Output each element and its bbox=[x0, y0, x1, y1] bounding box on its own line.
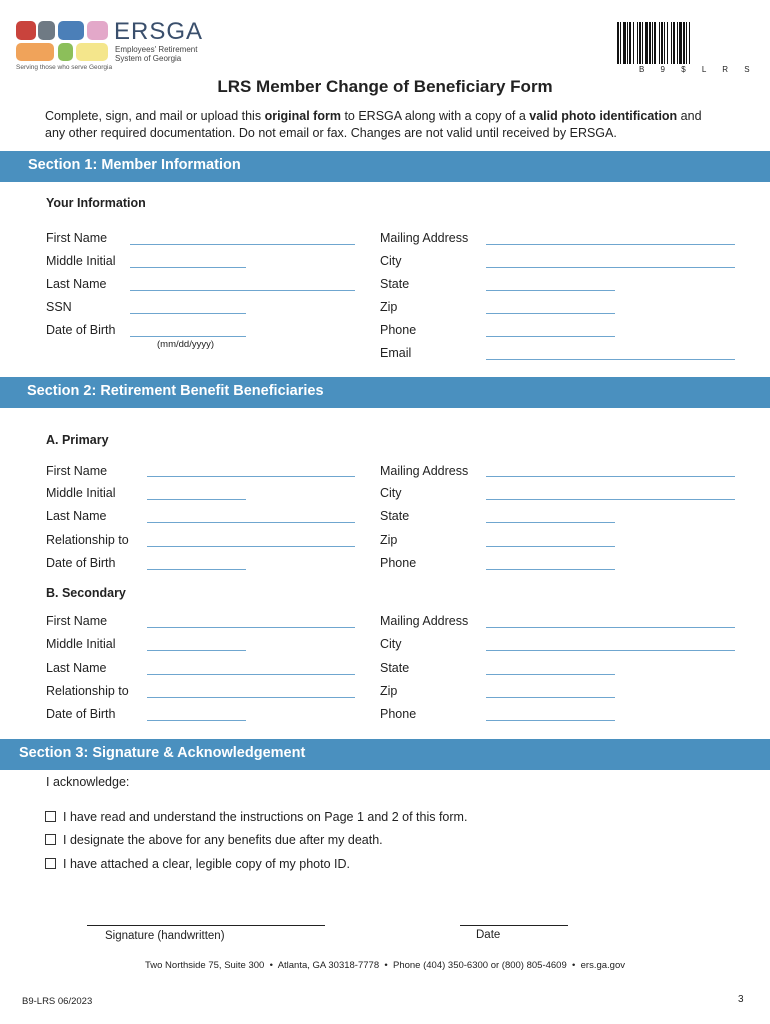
p-relationship-field[interactable] bbox=[147, 546, 355, 547]
barcode bbox=[617, 22, 757, 76]
logo-tagline: Serving those who serve Georgia bbox=[16, 64, 113, 71]
s1-middle-initial-field[interactable] bbox=[130, 267, 246, 268]
page-number: 3 bbox=[738, 994, 744, 1005]
p-phone-label: Phone bbox=[380, 556, 417, 570]
date-line[interactable] bbox=[460, 925, 568, 926]
p-zip-label: Zip bbox=[380, 533, 398, 547]
p-phone-field[interactable] bbox=[486, 569, 615, 570]
barcode-bar bbox=[642, 22, 643, 64]
p-state-label: State bbox=[380, 509, 410, 523]
s-mailing-address-label: Mailing Address bbox=[380, 614, 469, 628]
barcode-bars bbox=[617, 22, 745, 64]
barcode-text: B 9 $ L R S bbox=[639, 65, 757, 74]
acknowledge-intro: I acknowledge: bbox=[46, 775, 130, 789]
s1-zip-field[interactable] bbox=[486, 313, 615, 314]
logo-tile-gray bbox=[38, 21, 55, 40]
barcode-bar bbox=[679, 22, 682, 64]
barcode-bar bbox=[659, 22, 660, 64]
barcode-bar bbox=[683, 22, 685, 64]
barcode-bar bbox=[654, 22, 656, 64]
barcode-bar bbox=[617, 22, 619, 64]
section2-title: Section 2: Retirement Benefit Beneficiaries bbox=[27, 383, 324, 399]
s1-city-field[interactable] bbox=[486, 267, 735, 268]
s1-dob-hint: (mm/dd/yyyy) bbox=[157, 339, 214, 350]
s1-last-name-field[interactable] bbox=[130, 290, 355, 291]
s1-middle-initial-label: Middle Initial bbox=[46, 254, 116, 268]
s1-email-field[interactable] bbox=[486, 359, 735, 360]
signature-label: Signature (handwritten) bbox=[105, 930, 225, 942]
ack-item-2: I designate the above for any benefits due after my death. bbox=[45, 833, 383, 847]
logo-tile-orange bbox=[16, 43, 54, 61]
s-dob-field[interactable] bbox=[147, 720, 246, 721]
s1-dob-label: Date of Birth bbox=[46, 323, 116, 337]
barcode-bar bbox=[677, 22, 678, 64]
ack-item-3: I have attached a clear, legible copy of my photo ID. bbox=[45, 857, 350, 871]
s1-email-label: Email bbox=[380, 346, 412, 360]
s1-first-name-label: First Name bbox=[46, 231, 108, 245]
s1-mailing-address-label: Mailing Address bbox=[380, 231, 469, 245]
s-relationship-field[interactable] bbox=[147, 697, 355, 698]
barcode-bar bbox=[661, 22, 663, 64]
p-middle-initial-label: Middle Initial bbox=[46, 486, 116, 500]
ack-item-1: I have read and understand the instructions on Page 1 and 2 of this form. bbox=[45, 810, 467, 824]
section1-title: Section 1: Member Information bbox=[28, 157, 241, 173]
section3-title: Section 3: Signature & Acknowledgement bbox=[19, 745, 306, 761]
s-relationship-label: Relationship to bbox=[46, 684, 129, 698]
s1-state-field[interactable] bbox=[486, 290, 615, 291]
barcode-bar bbox=[620, 22, 621, 64]
p-relationship-label: Relationship to bbox=[46, 533, 129, 547]
logo-tile-blue bbox=[58, 21, 84, 40]
logo-name: ERSGA bbox=[114, 18, 204, 45]
p-city-label: City bbox=[380, 486, 402, 500]
s-middle-initial-field[interactable] bbox=[147, 650, 246, 651]
s-last-name-field[interactable] bbox=[147, 674, 355, 675]
s-zip-field[interactable] bbox=[486, 697, 615, 698]
s1-city-label: City bbox=[380, 254, 402, 268]
barcode-bar bbox=[671, 22, 672, 64]
s-phone-label: Phone bbox=[380, 707, 417, 721]
checkbox-2[interactable] bbox=[45, 834, 56, 845]
barcode-bar bbox=[667, 22, 668, 64]
s1-phone-label: Phone bbox=[380, 323, 417, 337]
s-zip-label: Zip bbox=[380, 684, 398, 698]
barcode-bar bbox=[649, 22, 651, 64]
section1-subtitle: Your Information bbox=[46, 196, 146, 210]
barcode-bar bbox=[645, 22, 648, 64]
barcode-bar bbox=[652, 22, 653, 64]
p-zip-field[interactable] bbox=[486, 546, 615, 547]
s-dob-label: Date of Birth bbox=[46, 707, 116, 721]
barcode-bar bbox=[633, 22, 634, 64]
s-state-label: State bbox=[380, 661, 410, 675]
barcode-bar bbox=[639, 22, 641, 64]
page-title: LRS Member Change of Beneficiary Form bbox=[217, 77, 553, 96]
s1-dob-field[interactable] bbox=[130, 336, 246, 337]
footer-address: Two Northside 75, Suite 300 • Atlanta, GA 30318-7778 • Phone (404) 350-6300 or (800) 805-4609 • ers.ga.gov bbox=[144, 960, 625, 971]
p-first-name-label: First Name bbox=[46, 464, 108, 478]
barcode-bar bbox=[627, 22, 628, 64]
logo-tile-green bbox=[58, 43, 73, 61]
section3-header bbox=[0, 739, 770, 770]
secondary-subtitle: B. Secondary bbox=[46, 586, 126, 600]
s-last-name-label: Last Name bbox=[46, 661, 107, 675]
s-first-name-field[interactable] bbox=[147, 627, 355, 628]
logo-line2: System of Georgia bbox=[115, 54, 182, 63]
s1-mailing-address-field[interactable] bbox=[486, 244, 735, 245]
logo-tile-pink bbox=[87, 21, 108, 40]
barcode-bar bbox=[686, 22, 687, 64]
p-mailing-address-field[interactable] bbox=[486, 476, 735, 477]
section1-header bbox=[0, 151, 770, 182]
barcode-bar bbox=[689, 22, 690, 64]
p-last-name-field[interactable] bbox=[147, 522, 355, 523]
s-state-field[interactable] bbox=[486, 674, 615, 675]
p-dob-field[interactable] bbox=[147, 569, 246, 570]
s-first-name-label: First Name bbox=[46, 614, 108, 628]
barcode-bar bbox=[637, 22, 638, 64]
s1-ssn-field[interactable] bbox=[130, 313, 246, 314]
intro-line1: Complete, sign, and mail or upload this original form to ERSGA along with a copy of a valid photo identification and bbox=[45, 109, 702, 123]
s1-phone-field[interactable] bbox=[486, 336, 615, 337]
barcode-bar bbox=[664, 22, 665, 64]
logo-tile-red bbox=[16, 21, 36, 40]
section2-header bbox=[0, 377, 770, 408]
s1-ssn-label: SSN bbox=[46, 300, 72, 314]
s1-first-name-field[interactable] bbox=[130, 244, 355, 245]
p-middle-initial-field[interactable] bbox=[147, 499, 246, 500]
date-label: Date bbox=[476, 929, 501, 941]
p-city-field[interactable] bbox=[486, 499, 735, 500]
primary-subtitle: A. Primary bbox=[46, 433, 109, 447]
p-mailing-address-label: Mailing Address bbox=[380, 464, 469, 478]
intro-line2: any other required documentation. Do not email or fax. Changes are not valid until received by ERSGA. bbox=[45, 126, 617, 140]
p-first-name-field[interactable] bbox=[147, 476, 355, 477]
p-last-name-label: Last Name bbox=[46, 509, 107, 523]
s-phone-field[interactable] bbox=[486, 720, 615, 721]
ersga-logo bbox=[16, 18, 206, 74]
s-middle-initial-label: Middle Initial bbox=[46, 637, 116, 651]
barcode-bar bbox=[673, 22, 675, 64]
s1-state-label: State bbox=[380, 277, 410, 291]
s-city-field[interactable] bbox=[486, 650, 735, 651]
s1-zip-label: Zip bbox=[380, 300, 398, 314]
logo-tile-yellow bbox=[76, 43, 108, 61]
p-dob-label: Date of Birth bbox=[46, 556, 116, 570]
checkbox-3[interactable] bbox=[45, 858, 56, 869]
p-state-field[interactable] bbox=[486, 522, 615, 523]
s-mailing-address-field[interactable] bbox=[486, 627, 735, 628]
intro-text bbox=[45, 108, 702, 142]
s1-last-name-label: Last Name bbox=[46, 277, 107, 291]
checkbox-1[interactable] bbox=[45, 811, 56, 822]
signature-line[interactable] bbox=[87, 925, 325, 926]
barcode-bar bbox=[623, 22, 626, 64]
form-id: B9-LRS 06/2023 bbox=[22, 996, 93, 1007]
s-city-label: City bbox=[380, 637, 402, 651]
logo-line1: Employees' Retirement bbox=[115, 45, 198, 54]
barcode-bar bbox=[629, 22, 631, 64]
